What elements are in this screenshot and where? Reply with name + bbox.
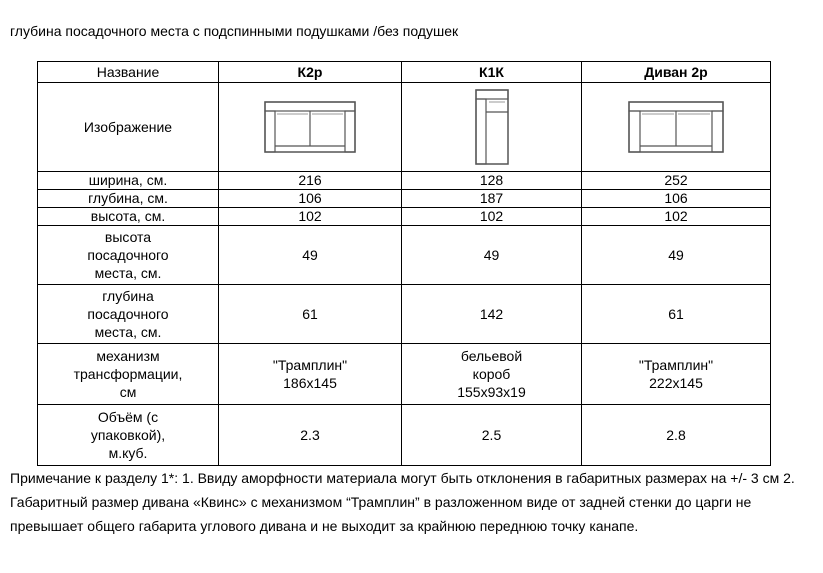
header-row: [38, 62, 771, 83]
cell-depth-k2r: 106: [219, 190, 402, 208]
label-line: посадочного: [87, 306, 169, 322]
footnote: Примечание к разделу 1*: 1. Ввиду аморфности материала могут быть отклонения в габаритных размерах на +/- 3 см 2. Габаритный размер дивана «Квинс» с механизмом “Трамплин” в разложенном виде от задней стенки до царги не превышает общего габарита углового дивана и не выходит за крайнюю переднюю точку канапе.: [10, 470, 795, 534]
cell-height-divan-2r: 102: [582, 208, 771, 226]
cell-seat-height-divan-2r: 49: [582, 226, 771, 285]
value-line: короб: [472, 366, 511, 382]
value-line: 186x145: [283, 375, 337, 391]
value-line: "Трамплин": [272, 357, 348, 373]
label-line: упаковкой),: [90, 427, 166, 443]
row-label-height: высота, см.: [38, 208, 219, 226]
table-row: [38, 190, 771, 208]
value-line: 155x93x19: [457, 384, 526, 400]
image-cell-divan-2r: [582, 83, 771, 172]
row-label-seat-depth: [38, 285, 219, 344]
label-line: места, см.: [94, 324, 162, 340]
label-line: м.куб.: [108, 445, 148, 461]
table-row: [38, 285, 771, 344]
image-cell-k1k: [402, 83, 582, 172]
cell-volume-k1k: 2.5: [402, 405, 582, 466]
cell-seat-depth-k2r: 61: [219, 285, 402, 344]
cell-mechanism-divan-2r: [582, 344, 771, 405]
label-line: Объём (с: [97, 409, 159, 425]
row-label-mechanism: [38, 344, 219, 405]
cell-mechanism-k2r: [219, 344, 402, 405]
image-cell-k2r: [219, 83, 402, 172]
cell-depth-divan-2r: 106: [582, 190, 771, 208]
label-line: посадочного: [87, 247, 169, 263]
table-row: [38, 226, 771, 285]
cell-mechanism-k1k: [402, 344, 582, 405]
corner-module-icon: [472, 88, 512, 166]
table-row: [38, 172, 771, 190]
label-line: глубина: [102, 288, 154, 304]
row-label-volume: [38, 405, 219, 466]
header-k2r: К2р: [219, 62, 402, 83]
dimensions-table: [37, 61, 771, 466]
label-line: механизм: [96, 348, 160, 364]
image-row-label: Изображение: [38, 83, 219, 172]
table-row: [38, 208, 771, 226]
cell-volume-k2r: 2.3: [219, 405, 402, 466]
row-label-seat-height: [38, 226, 219, 285]
cell-width-divan-2r: 252: [582, 172, 771, 190]
cell-depth-k1k: 187: [402, 190, 582, 208]
page-heading: глубина посадочного места с подспинными подушками /без подушек: [10, 23, 459, 39]
row-label-width: ширина, см.: [38, 172, 219, 190]
label-line: см: [119, 384, 137, 400]
value-line: бельевой: [460, 348, 523, 364]
cell-height-k2r: 102: [219, 208, 402, 226]
header-name: Название: [38, 62, 219, 83]
cell-volume-divan-2r: 2.8: [582, 405, 771, 466]
value-line: "Трамплин": [638, 357, 714, 373]
header-k1k: К1К: [402, 62, 582, 83]
value-line: 222x145: [649, 375, 703, 391]
label-line: трансформации,: [73, 366, 183, 382]
cell-seat-depth-divan-2r: 61: [582, 285, 771, 344]
cell-seat-height-k1k: 49: [402, 226, 582, 285]
row-label-depth: глубина, см.: [38, 190, 219, 208]
label-line: высота: [104, 229, 152, 245]
header-divan-2r: Диван 2р: [582, 62, 771, 83]
cell-width-k2r: 216: [219, 172, 402, 190]
cell-seat-depth-k1k: 142: [402, 285, 582, 344]
cell-seat-height-k2r: 49: [219, 226, 402, 285]
sofa-two-seat-large-icon: [627, 100, 725, 154]
label-line: места, см.: [94, 265, 162, 281]
table-row: [38, 344, 771, 405]
sofa-two-seat-icon: [263, 100, 357, 154]
cell-width-k1k: 128: [402, 172, 582, 190]
cell-height-k1k: 102: [402, 208, 582, 226]
image-row: [38, 83, 771, 172]
table-row: [38, 405, 771, 466]
